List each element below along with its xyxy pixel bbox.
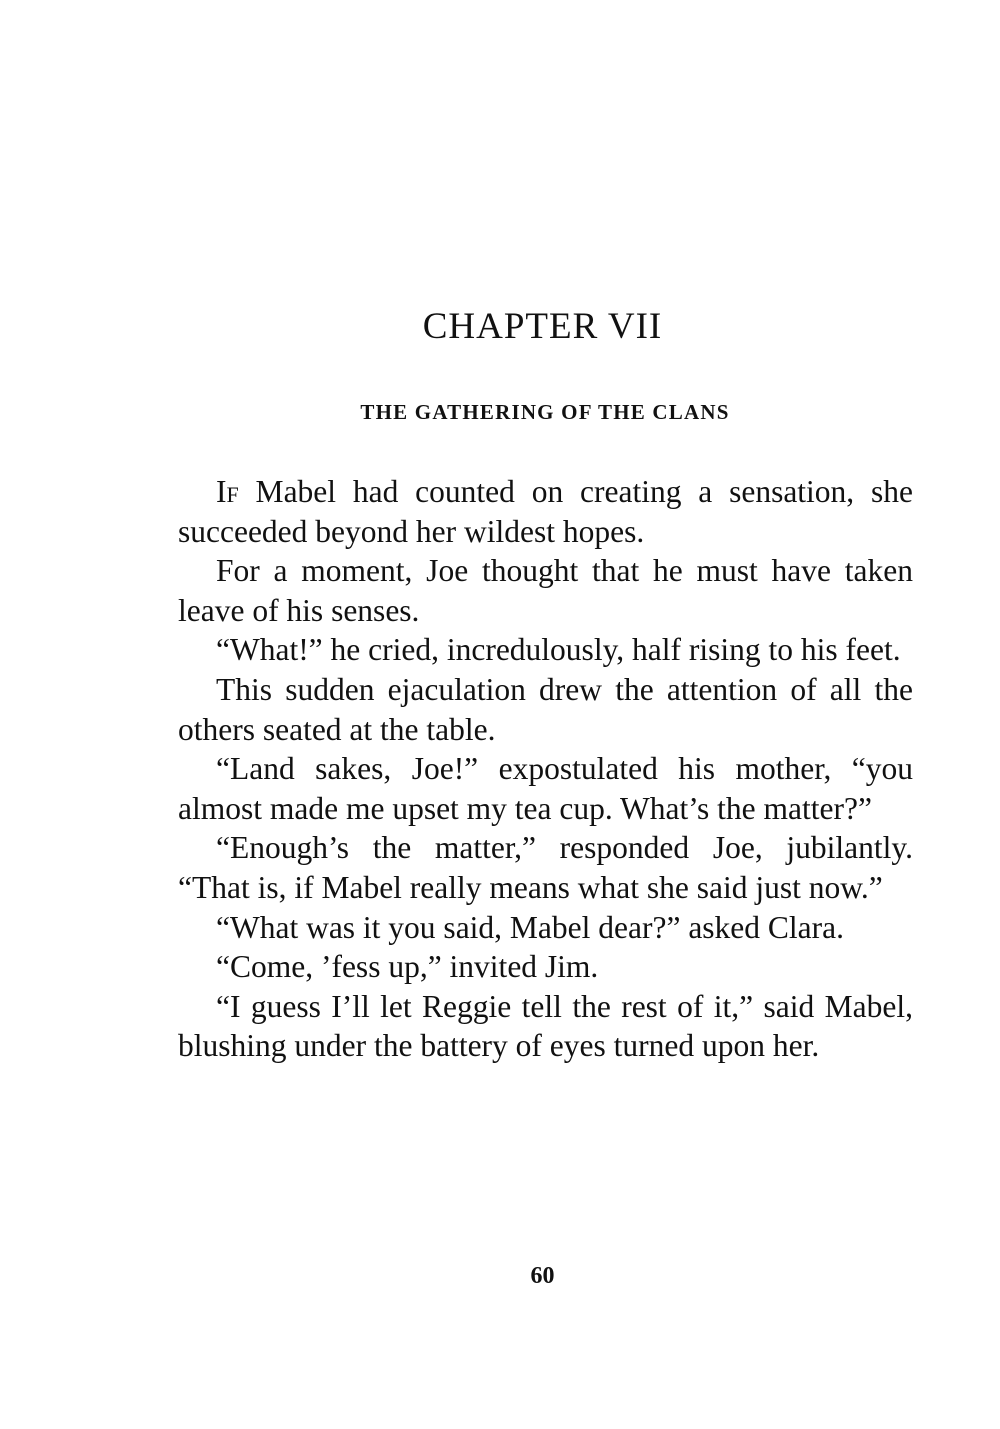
paragraph: For a moment, Joe thought that he must have taken leave of his senses.	[178, 553, 913, 628]
paragraph: “What!” he cried, incredulously, half rising to his feet.	[216, 632, 901, 668]
paragraph: “I guess I’ll let Reggie tell the rest of it,” said Mabel, blushing under the battery of eyes turned upon her.	[178, 988, 913, 1064]
paragraph: “Land sakes, Joe!” expostulated his mother, “you almost made me upset my tea cup. What’s the matter?”	[178, 751, 913, 826]
paragraph: “What was it you said, Mabel dear?” asked Clara.	[216, 909, 845, 945]
paragraph-text: Mabel had counted on creating a sensation, she succeeded beyond her wildest hopes.	[178, 474, 913, 549]
chapter-title: CHAPTER VII	[422, 306, 663, 347]
opening-word: If	[216, 474, 239, 509]
page-number: 60	[530, 1263, 555, 1289]
paragraph	[178, 472, 913, 551]
chapter-subtitle: THE GATHERING OF THE CLANS	[360, 400, 730, 424]
chapter-body	[178, 472, 913, 1066]
paragraph: “Come, ’fess up,” invited Jim.	[216, 949, 599, 985]
paragraph: This sudden ejaculation drew the attention of all the others seated at the table.	[178, 671, 913, 747]
paragraph: “Enough’s the matter,” responded Joe, jubilantly. “That is, if Mabel really means what she said just now.”	[178, 830, 913, 905]
